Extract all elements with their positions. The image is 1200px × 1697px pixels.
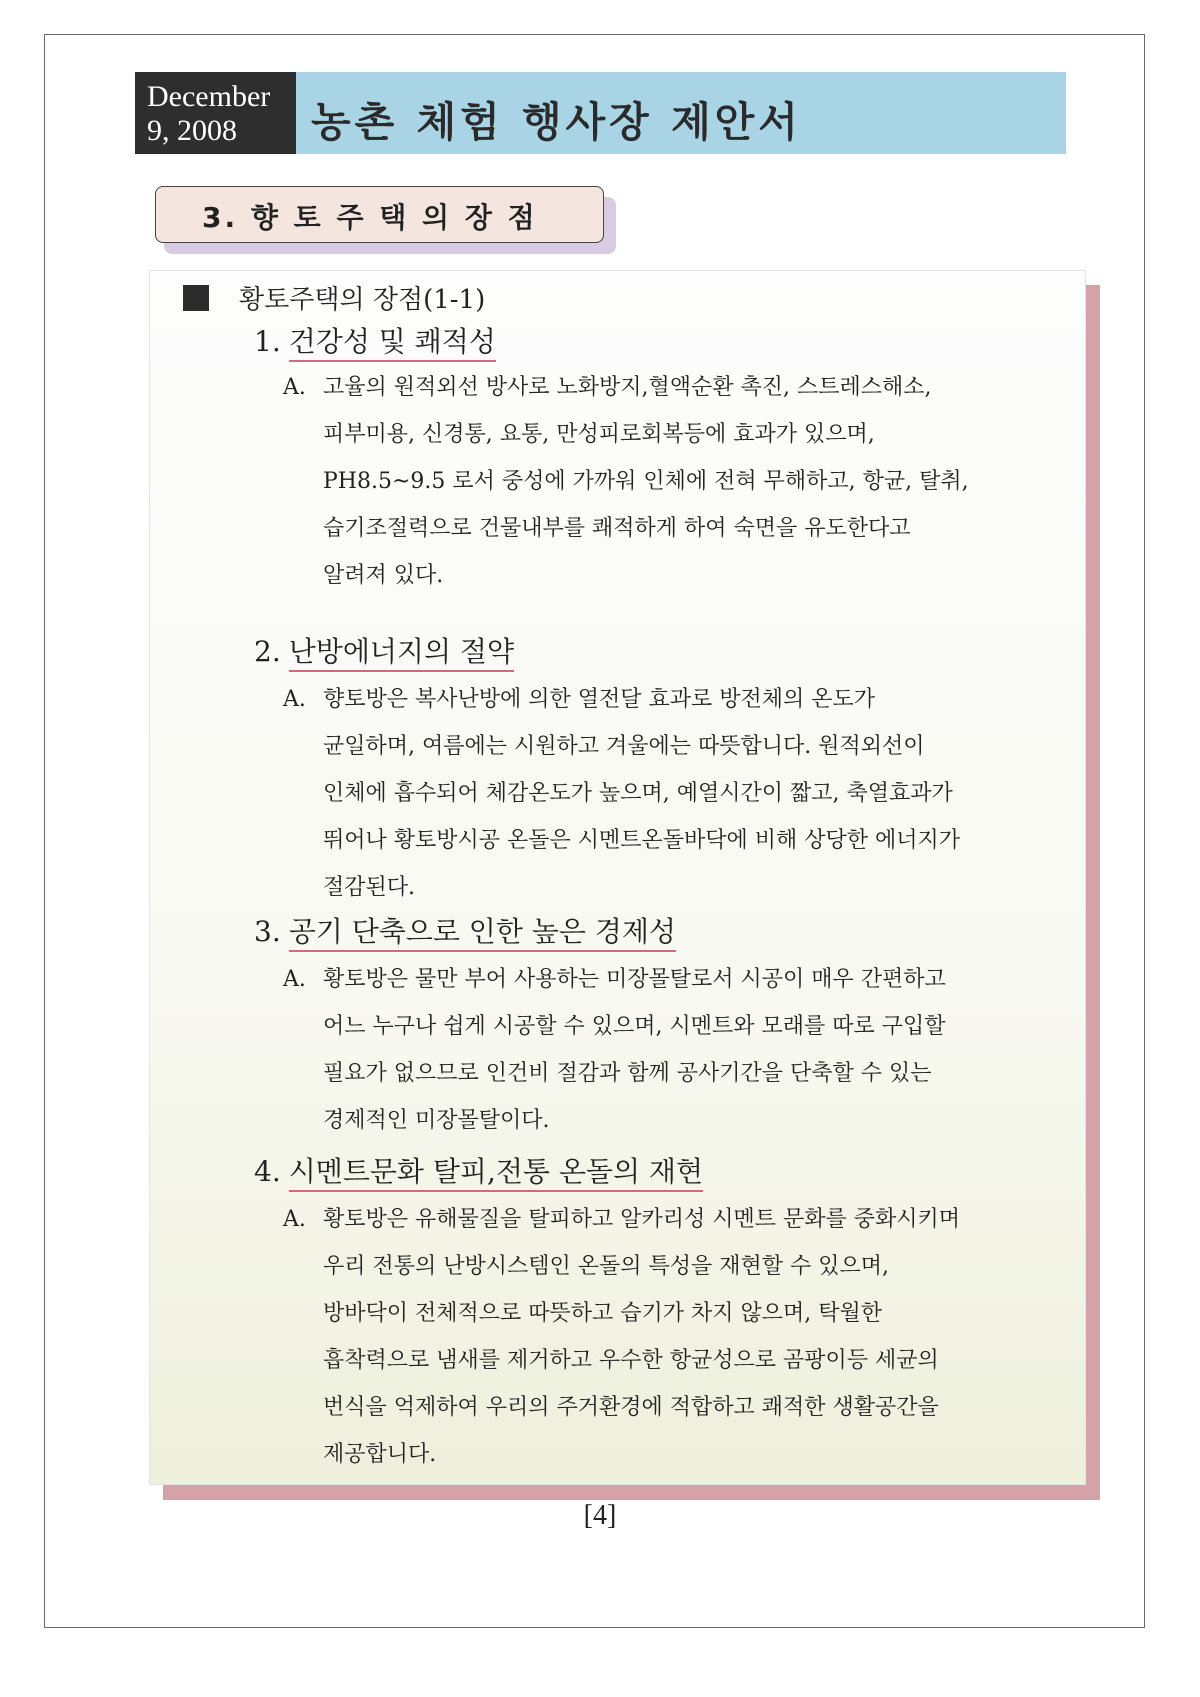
paragraph-line: 제공합니다. (323, 1442, 437, 1467)
square-bullet-icon (183, 285, 209, 311)
item-title-text: 공기 단축으로 인한 높은 경제성 (289, 915, 676, 952)
content-heading-text: 황토주택의 장점(1-1) (239, 285, 486, 315)
date-day-year: 9, 2008 (147, 114, 237, 147)
paragraph-line: 뛰어나 황토방시공 온돌은 시멘트온돌바닥에 비해 상당한 에너지가 (323, 828, 961, 853)
paragraph-line: A. 향토방은 복사난방에 의한 열전달 효과로 방전체의 온도가 (283, 676, 960, 723)
item-number: 4. (254, 1155, 281, 1188)
date-box (135, 72, 296, 154)
paragraph-line: A. 고율의 원적외선 방사로 노화방지,혈액순환 촉진, 스트레스해소, (283, 364, 969, 411)
paragraph-line: A. 황토방은 유해물질을 탈피하고 알카리성 시멘트 문화를 중화시키며 (283, 1196, 960, 1243)
item-number: 2. (254, 635, 281, 668)
list-marker: A. (283, 375, 306, 400)
paragraph-line: A. 황토방은 물만 부어 사용하는 미장몰탈로서 시공이 매우 간편하고 (283, 956, 946, 1003)
paragraph-line: 경제적인 미장몰탈이다. (323, 1108, 550, 1133)
title-band (296, 72, 1066, 154)
item-title-3 (254, 910, 676, 950)
item-title-text: 난방에너지의 절약 (289, 635, 514, 672)
paragraph-line: 알려져 있다. (323, 563, 444, 588)
section-badge (155, 186, 604, 243)
paragraph-line: 피부미용, 신경통, 요통, 만성피로회복등에 효과가 있으며, (323, 422, 875, 447)
item-paragraph-2 (283, 676, 960, 911)
list-marker: A. (283, 1207, 306, 1232)
item-paragraph-4 (283, 1196, 960, 1478)
paragraph-line: 절감된다. (323, 875, 416, 900)
date-month: December (147, 80, 271, 113)
paragraph-line: 필요가 없으므로 인건비 절감과 함께 공사기간을 단축할 수 있는 (323, 1061, 932, 1086)
item-title-text: 건강성 및 쾌적성 (289, 325, 496, 362)
item-title-2 (254, 630, 514, 670)
item-number: 1. (254, 325, 281, 358)
paragraph-line: 인체에 흡수되어 체감온도가 높으며, 예열시간이 짧고, 축열효과가 (323, 781, 953, 806)
list-marker: A. (283, 687, 306, 712)
page-number: [4] (583, 1500, 617, 1531)
document-title: 농촌 체험 행사장 제안서 (311, 98, 802, 146)
paragraph-line: 번식을 억제하여 우리의 주거환경에 적합하고 쾌적한 생활공간을 (323, 1395, 939, 1420)
content-heading (183, 279, 485, 316)
paragraph-line: 균일하며, 여름에는 시원하고 겨울에는 따뜻합니다. 원적외선이 (323, 734, 925, 759)
paragraph-line: 방바닥이 전체적으로 따뜻하고 습기가 차지 않으며, 탁월한 (323, 1301, 883, 1326)
paragraph-line: 흡착력으로 냄새를 제거하고 우수한 항균성으로 곰팡이등 세균의 (323, 1348, 939, 1373)
item-paragraph-3 (283, 956, 946, 1144)
document-header (135, 72, 1066, 154)
item-title-4 (254, 1150, 703, 1190)
paragraph-line: 우리 전통의 난방시스템인 온돌의 특성을 재현할 수 있으며, (323, 1254, 889, 1279)
section-badge-label: 3. 향 토 주 택 의 장 점 (202, 201, 538, 234)
paragraph-line: 습기조절력으로 건물내부를 쾌적하게 하여 숙면을 유도한다고 (323, 516, 911, 541)
list-marker: A. (283, 967, 306, 992)
item-paragraph-1 (283, 364, 969, 599)
item-number: 3. (254, 915, 281, 948)
paragraph-line: 어느 누구나 쉽게 시공할 수 있으며, 시멘트와 모래를 따로 구입할 (323, 1014, 946, 1039)
item-title-text: 시멘트문화 탈피,전통 온돌의 재현 (289, 1155, 703, 1192)
item-title-1 (254, 320, 496, 360)
paragraph-line: PH8.5~9.5 로서 중성에 가까워 인체에 전혀 무해하고, 항균, 탈취, (323, 469, 969, 494)
